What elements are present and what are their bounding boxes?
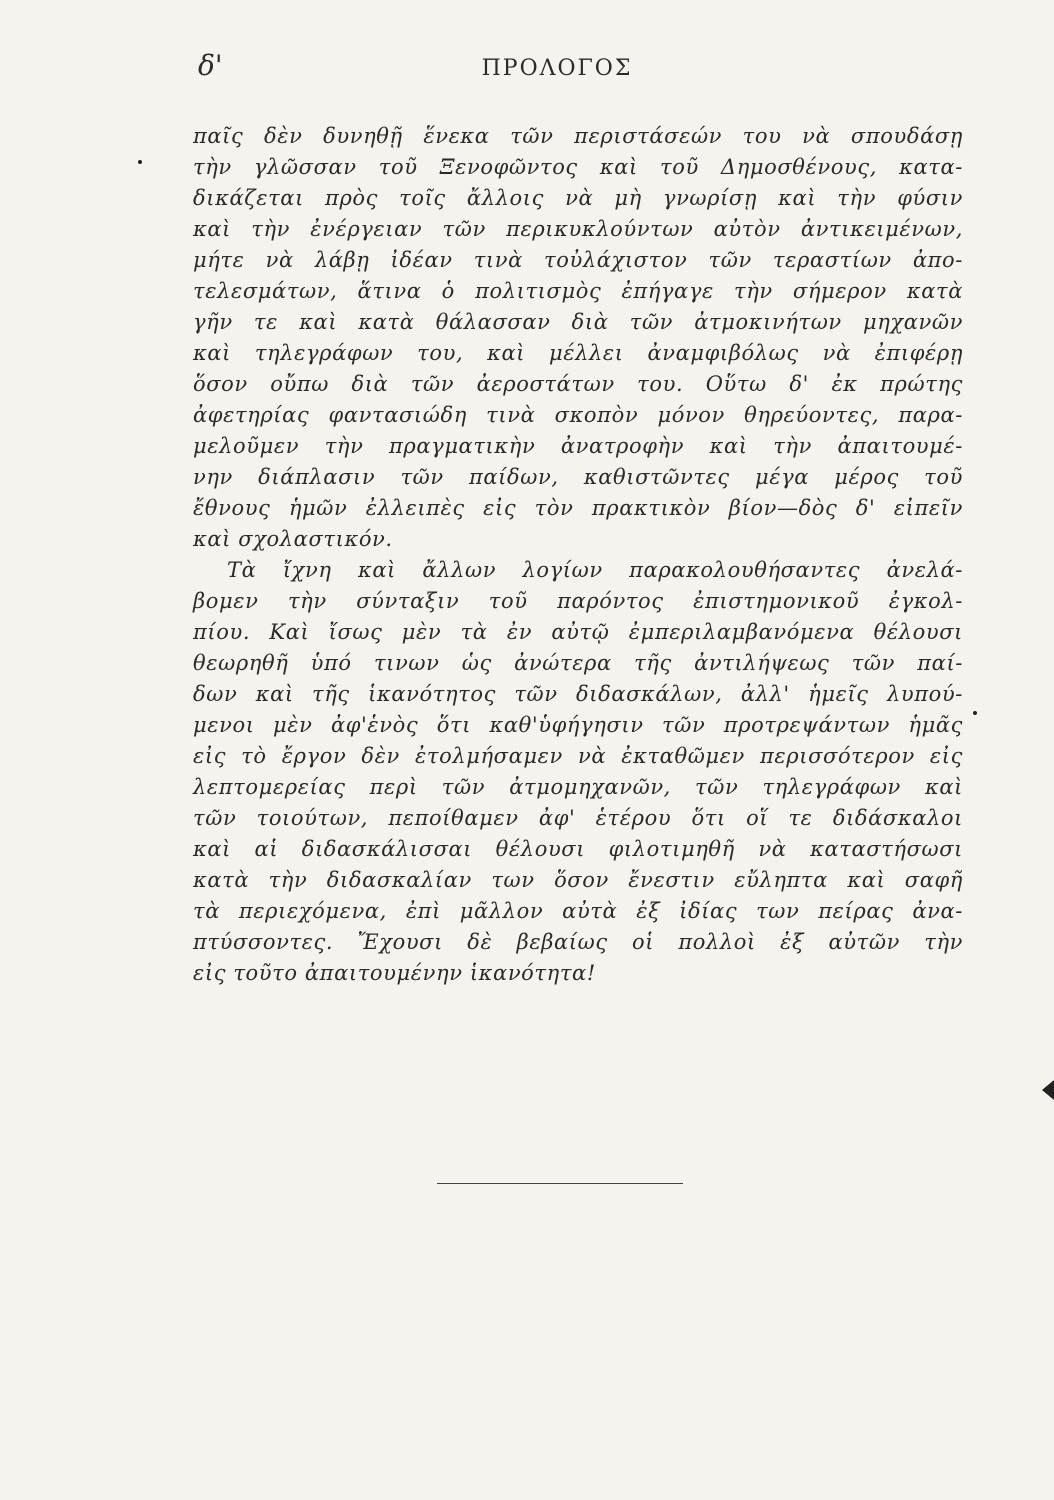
text-line: καὶ τηλεγράφων του, καὶ μέλλει ἀναμφιβόλως νὰ ἐπιφέρῃ	[193, 341, 963, 365]
text-line: πτύσσοντες. Ἔχουσι δὲ βεβαίως οἱ πολλοὶ ἐξ αὐτῶν τὴν	[193, 930, 963, 954]
text-line: μελοῦμεν τὴν πραγματικὴν ἀνατροφὴν καὶ τὴν ἀπαιτουμέ-	[193, 434, 963, 458]
end-rule	[437, 1183, 683, 1184]
text-line: θεωρηθῆ ὑπό τινων ὡς ἀνώτερα τῆς ἀντιλήψεως τῶν παί-	[193, 651, 963, 675]
text-line: δικάζεται πρὸς τοῖς ἄλλοις νὰ μὴ γνωρίσῃ καὶ τὴν φύσιν	[193, 186, 963, 210]
text-line: δων καὶ τῆς ἱκανότητος τῶν διδασκάλων, ἀλλ' ἡμεῖς λυπού-	[193, 682, 963, 706]
text-line: παῖς δὲν δυνηθῇ ἕνεκα τῶν περιστάσεών του νὰ σπουδάσῃ	[193, 124, 963, 148]
text-line: Τὰ ἴχνη καὶ ἄλλων λογίων παρακολουθήσαντες ἀνελά-	[227, 558, 963, 582]
text-line: τὴν γλῶσσαν τοῦ Ξενοφῶντος καὶ τοῦ Δημοσθένους, κατα-	[193, 155, 963, 179]
text-line: τελεσμάτων, ἅτινα ὁ πολιτισμὸς ἐπήγαγε τὴν σήμερον κατὰ	[193, 279, 963, 303]
text-line: μήτε νὰ λάβῃ ἰδέαν τινὰ τοὐλάχιστον τῶν τεραστίων ἀπο-	[193, 248, 963, 272]
text-line: πίου. Καὶ ἴσως μὲν τὰ ἐν αὐτῷ ἐμπεριλαμβανόμενα θέλουσι	[193, 620, 963, 644]
text-line: ἔθνους ἡμῶν ἐλλειπὲς εἰς τὸν πρακτικὸν βίον—δὸς δ' εἰπεῖν	[193, 496, 963, 520]
text-line: τῶν τοιούτων, πεποίθαμεν ἀφ' ἑτέρου ὅτι οἵ τε διδάσκαλοι	[193, 806, 963, 830]
text-line: γῆν τε καὶ κατὰ θάλασσαν διὰ τῶν ἀτμοκινήτων μηχανῶν	[193, 310, 963, 334]
text-line: κατὰ τὴν διδασκαλίαν των ὅσον ἔνεστιν εὔληπτα καὶ σαφῆ	[193, 868, 963, 892]
text-line: εἰς τὸ ἔργον δὲν ἐτολμήσαμεν νὰ ἐκταθῶμεν περισσότερον εἰς	[193, 744, 963, 768]
edge-mark	[1042, 1080, 1054, 1100]
text-line: εἰς τοῦτο ἀπαιτουμένην ἱκανότητα!	[193, 961, 596, 985]
page-number: δ'	[198, 49, 223, 82]
text-line: νην διάπλασιν τῶν παίδων, καθιστῶντες μέγα μέρος τοῦ	[193, 465, 963, 489]
body-text	[193, 121, 963, 989]
text-line: λεπτομερείας περὶ τῶν ἀτμομηχανῶν, τῶν τηλεγράφων καὶ	[193, 775, 963, 799]
text-line: καὶ σχολαστικόν.	[193, 527, 393, 551]
text-line: ἀφετηρίας φαντασιώδη τινὰ σκοπὸν μόνον θηρεύοντες, παρα-	[193, 403, 963, 427]
text-line: καὶ τὴν ἐνέργειαν τῶν περικυκλούντων αὐτὸν ἀντικειμένων,	[193, 217, 963, 241]
text-line: τὰ περιεχόμενα, ἐπὶ μᾶλλον αὐτὰ ἐξ ἰδίας των πείρας ἀνα-	[193, 899, 963, 923]
ink-speck	[973, 711, 977, 715]
text-line: ὅσον οὔπω διὰ τῶν ἀεροστάτων του. Οὕτω δ' ἐκ πρώτης	[193, 372, 963, 396]
text-line: καὶ αἱ διδασκάλισσαι θέλουσι φιλοτιμηθῆ νὰ καταστήσωσι	[193, 837, 963, 861]
text-line: βομεν τὴν σύνταξιν τοῦ παρόντος ἐπιστημονικοῦ ἐγκολ-	[193, 589, 963, 613]
ink-speck	[138, 160, 142, 164]
running-head: ΠΡΟΛΟΓΟΣ	[481, 56, 633, 81]
text-line: μενοι μὲν ἀφ'ἑνὸς ὅτι καθ'ὑφήγησιν τῶν προτρεψάντων ἡμᾶς	[193, 713, 963, 737]
